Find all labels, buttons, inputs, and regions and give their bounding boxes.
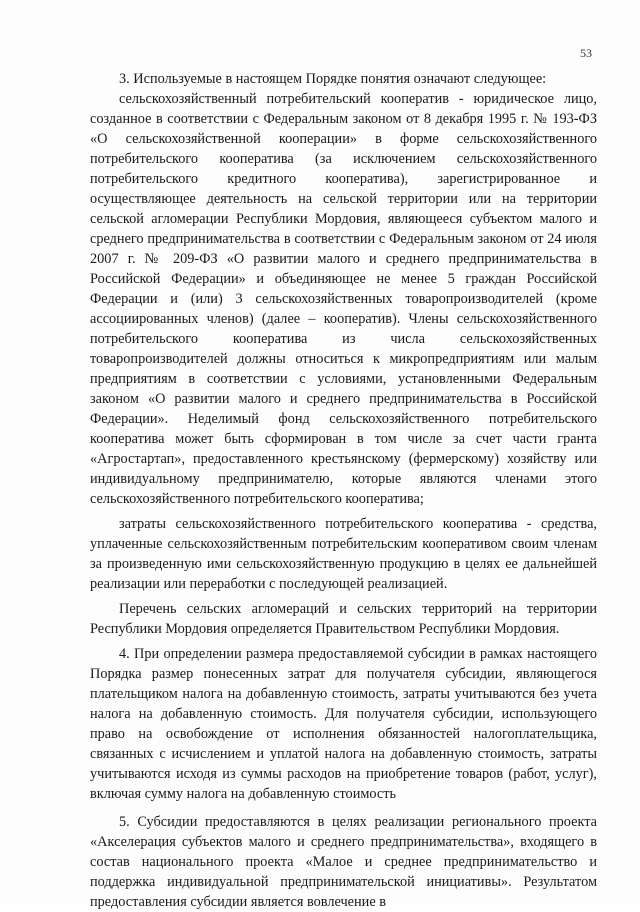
- paragraph-agglomerations-list: Перечень сельских агломераций и сельских территорий на территории Республики Мордовия определяется Правительством Республики Мордовия.: [90, 601, 597, 637]
- document-body: [90, 69, 597, 912]
- paragraph-cooperative-definition: сельскохозяйственный потребительский кооператив - юридическое лицо, созданное в соответствии с Федеральным законом от 8 декабря 1995 г. № 193-ФЗ «О сельскохозяйственной кооперации» в форме сельскохозяйственного потребительского кооператива (за исключением сельскохозяйственного потребительского кредитного кооператива), зарегистрированное и осуществляющее деятельность на сельской территории или на территории сельской агломерации Республики Мордовия, являющееся субъектом малого и среднего предпринимательства в соответствии с Федеральным законом от 24 июля 2007 г. № 209-ФЗ «О развитии малого и среднего предпринимательства в Российской Федерации» и объединяющее не менее 5 граждан Российской Федерации и (или) 3 сельскохозяйственных товаропроизводителей (кроме ассоциированных членов) (далее – кооператив). Члены сельскохозяйственного потребительского кооператива из числа сельскохозяйственных товаропроизводителей должны относиться к микропредприятиям или малым предприятиям в соответствии с условиями, установленными Федеральным законом «О развитии малого и среднего предпринимательства в Российской Федерации». Неделимый фонд сельскохозяйственного потребительского кооператива может быть сформирован в том числе за счет части гранта «Агростартап», предоставленного крестьянскому (фермерскому) хозяйству или индивидуальному предпринимателю, которые являются членами этого сельскохозяйственного потребительского кооператива;: [90, 91, 597, 507]
- paragraph-3-intro: 3. Используемые в настоящем Порядке понятия означают следующее:: [119, 71, 547, 87]
- page-number: 53: [580, 46, 592, 60]
- paragraph-cooperative-costs: затраты сельскохозяйственного потребительского кооператива - средства, уплаченные сельскохозяйственным потребительским кооперативом своим членам за произведенную ими сельскохозяйственную продукцию в целях ее дальнейшей реализации или переработки с последующей реализацией.: [90, 516, 597, 592]
- paragraph-4-vat: 4. При определении размера предоставляемой субсидии в рамках настоящего Порядка размер понесенных затрат для получателя субсидии, являющегося плательщиком налога на добавленную стоимость, затраты учитываются без учета налога на добавленную стоимость. Для получателя субсидии, использующего право на освобождение от исполнения обязанностей налогоплательщика, связанных с исчислением и уплатой налога на добавленную стоимость, затраты учитываются исходя из суммы расходов на приобретение товаров (работ, услуг), включая сумму налога на добавленную стоимость: [90, 646, 597, 802]
- paragraph-5-subsidies: 5. Субсидии предоставляются в целях реализации регионального проекта «Акселерация субъектов малого и среднего предпринимательства», входящего в состав национального проекта «Малое и среднее предпринимательство и поддержка индивидуальной предпринимательской инициативы». Результатом предоставления субсидии является вовлечение в: [90, 814, 597, 910]
